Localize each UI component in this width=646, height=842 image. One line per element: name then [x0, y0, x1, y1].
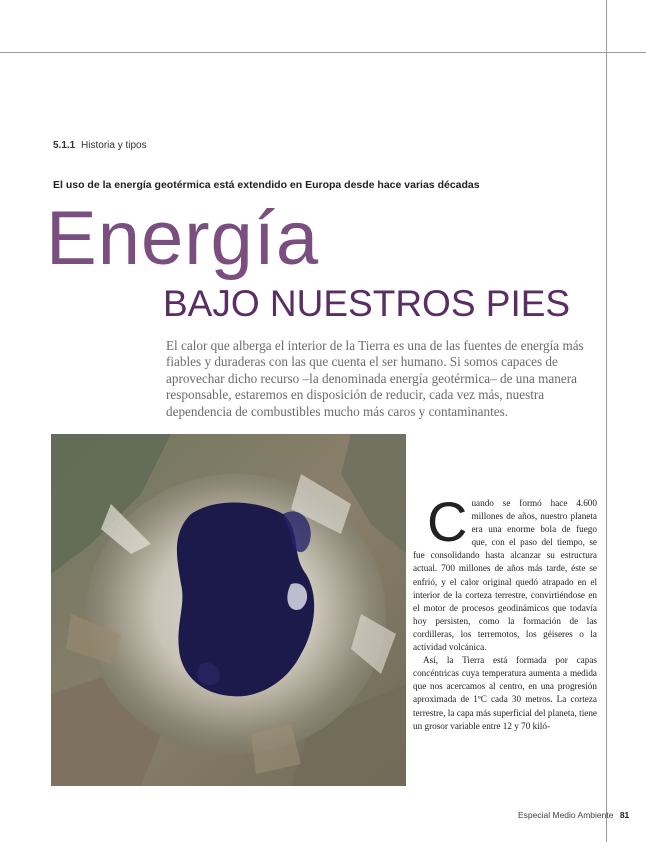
page-footer [518, 810, 629, 820]
drop-cap: C [427, 490, 468, 553]
publication-name: Especial Medio Ambiente [518, 810, 614, 820]
side-rule [606, 0, 607, 842]
body-paragraph-1 [413, 490, 597, 654]
kicker: El uso de la energía geotérmica está extendido en Europa desde hace varias décadas [53, 179, 480, 191]
top-rule [0, 52, 646, 53]
title-main: Energía [46, 196, 320, 281]
body-paragraph-2: Así, la Tierra está formada por capas concéntricas cuya temperatura aumenta a medida que nos acercamos al centro, en una progresión aproximada de 1ºC cada 30 metros. La corteza terrestre, la capa más superficial del planeta, tiene un grosor variable entre 12 y 70 kiló- [413, 655, 597, 731]
body-paragraph-1-text: uando se formó hace 4.600 millones de años, nuestro planeta era una enorme bola de fuego que, con el paso del tiempo, se fue consolidando hasta alcanzar su estructura actual. 700 millones de años más tarde, éste se enfrió, y el calor original quedó atrapado en el interior de la corteza terrestre, convirtiéndose en el motor de procesos geodinámicos que todavía hoy persisten, como la formación de las cordilleras, los terremotos, los géiseres o la actividad volcánica. [413, 498, 597, 653]
page-number: 81 [619, 810, 630, 820]
volcanic-lake-photo [51, 434, 406, 786]
section-number: 5.1.1 [53, 140, 76, 151]
body-column [413, 490, 597, 733]
section-name: Historia y tipos [81, 140, 147, 151]
section-label [53, 140, 147, 151]
title-sub: BAJO NUESTROS PIES [163, 283, 571, 324]
lede-paragraph: El calor que alberga el interior de la Tierra es una de las fuentes de energía más fiables y duraderas con las que cuenta el ser humano. Si somos capaces de aprovechar dicho recurso –la denominada energía geotérmica– de una manera responsable, estaremos en disposición de reducir, cada vez más, nuestra dependencia de combustibles mucho más caros y contaminantes. [166, 338, 584, 419]
